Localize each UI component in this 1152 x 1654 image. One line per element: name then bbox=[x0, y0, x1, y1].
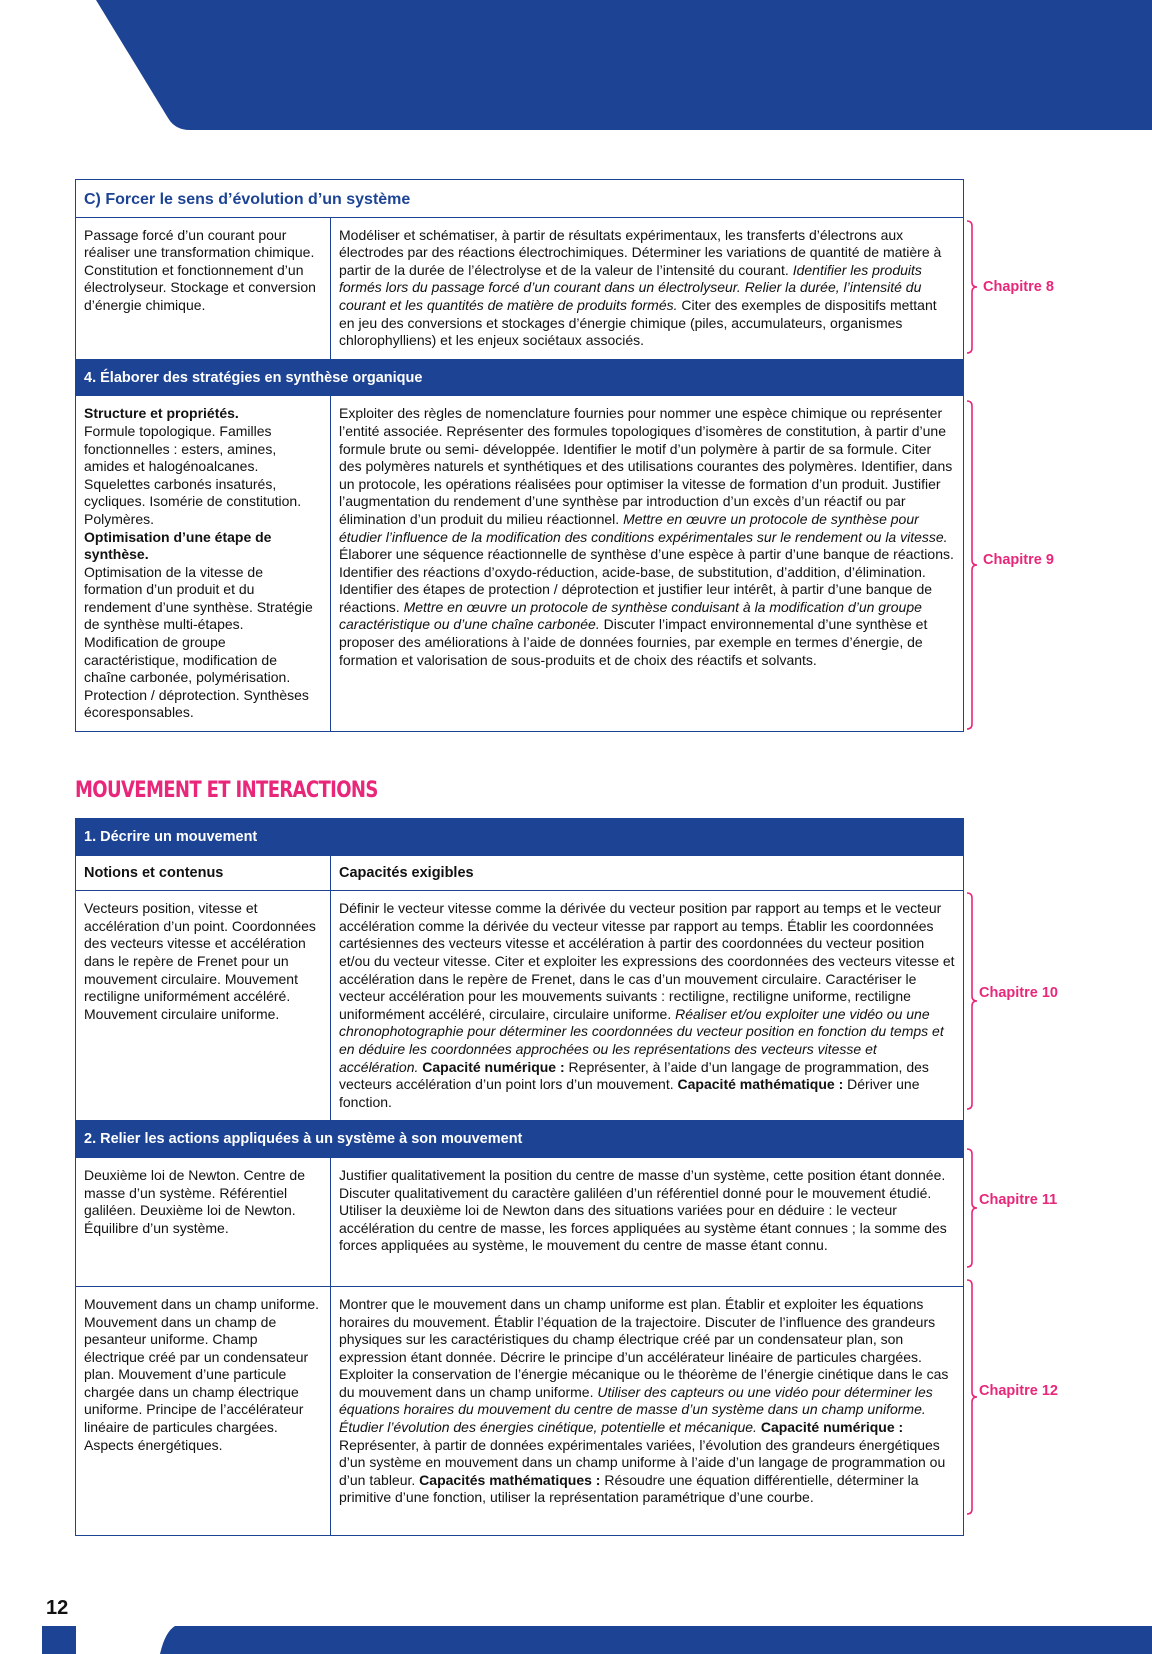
notions-cell: Vecteurs position, vitesse et accélération d’un point. Coordonnées des vecteurs vitesse et accélération dans le repère de Frenet pour un mouvement circulaire. Mouvement rectiligne uniformément accéléré. Mouvement circulaire uniforme. bbox=[84, 900, 316, 1022]
notions-cell: Passage forcé d’un courant pour réaliser une transformation chimique. Constitution et fonctionnement d’un électrolyseur. Stockage et conversion d’énergie chimique. bbox=[84, 226, 316, 313]
chapter-12-label: Chapitre 12 bbox=[979, 1383, 1058, 1399]
chapter-9-label: Chapitre 9 bbox=[983, 552, 1054, 568]
capacites-cell: Modéliser et schématiser, à partir de résultats expérimentaux, les transferts d’électrons aux électrodes par des réactions électrochimiques. Déterminer les variations de quantité de matière à partir de la durée de l’électrolyse et de la valeur de l’intensité du courant. Identifier les produits formés lors du passage forcé d’un courant dans un électrolyseur. Relier la durée, l’intensité du courant et les quantités de matière de produits formés. Citer des exemples de dispositifs mettant en jeu des conversions et stockages d’énergie chimique (piles, accumulateurs, organismes chlorophylliens) et les enjeux sociétaux associés. bbox=[331, 217, 964, 359]
column-header-notions: Notions et contenus bbox=[76, 855, 331, 891]
table-row bbox=[76, 891, 964, 1121]
chemistry-program-table bbox=[75, 179, 964, 732]
section-title: MOUVEMENT ET INTERACTIONS bbox=[75, 778, 378, 803]
section-1-title: 1. Décrire un mouvement bbox=[76, 819, 964, 856]
notions-cell: Deuxième loi de Newton. Centre de masse d’un système. Référentiel galiléen. Deuxième loi de Newton. Équilibre d’un système. bbox=[84, 1166, 306, 1236]
table-row bbox=[76, 1157, 964, 1286]
section-2-title: 2. Relier les actions appliquées à un système à son mouvement bbox=[76, 1121, 964, 1158]
section-4-title: 4. Élaborer des stratégies en synthèse organique bbox=[76, 359, 964, 396]
page-number: 12 bbox=[46, 1597, 69, 1619]
column-header-capacites: Capacités exigibles bbox=[331, 855, 964, 891]
capacites-cell: Exploiter des règles de nomenclature fournies pour nommer une espèce chimique ou représenter l’entité associée. Représenter des formules topologiques d’isomères de constitution, à partir d’une formule brute ou semi- développée. Identifier le motif d’un polymère à partir de sa formule. Citer des polymères naturels et synthétiques et des utilisations courantes des polymères. Identifier, dans un protocole, les opérations réalisées pour optimiser la vitesse de formation d’un produit. Justifier l’augmentation du rendement d’une synthèse par introduction d’un excès d’un réactif ou par élimination d’un produit du milieu réactionnel. Mettre en œuvre un protocole de synthèse pour étudier l’influence de la modification des conditions expérimentales sur le rendement ou la vitesse. Élaborer une séquence réactionnelle de synthèse d’une espèce à partir d’une banque de réactions. Identifier des réactions d’oxydo-réduction, acide-base, de substitution, d’addition, d’élimination. Identifier des étapes de protection / déprotection et justifier leur intérêt, à partir d’une banque de réactions. Mettre en œuvre un protocole de synthèse conduisant à la modification d’un groupe caractéristique ou d’une chaîne carbonée. Discuter l’impact environnemental d’une synthèse et proposer des améliorations à l’aide de données fournies, par exemple en termes d’énergie, de formation et valorisation de sous-produits et de choix des réactifs et solvants. bbox=[331, 396, 964, 732]
chapter-9-brace bbox=[966, 400, 982, 730]
chapter-10-brace bbox=[966, 892, 982, 1110]
notions-cell: Mouvement dans un champ uniforme. Mouvement dans un champ de pesanteur uniforme. Champ électrique créé par un condensateur plan. Mouvement d’une particule chargée dans un champ électrique uniforme. Principe de l’accélérateur linéaire de particules chargées. Aspects énergétiques. bbox=[84, 1295, 320, 1453]
capacites-cell: Montrer que le mouvement dans un champ uniforme est plan. Établir et exploiter les équations horaires du mouvement. Établir l’équation de la trajectoire. Discuter de l’influence des grandeurs physiques sur les caractéristiques du champ électrique créé par un condensateur plan, son expression étant donnée. Décrire le principe d’un accélérateur linéaire de particules chargées. Exploiter la conservation de l’énergie mécanique ou le théorème de l’énergie cinétique dans le cas du mouvement dans un champ uniforme. Utiliser des capteurs ou une vidéo pour déterminer les équations horaires du mouvement du centre de masse d’un système dans un champ uniforme. Étudier l’évolution des énergies cinétique, potentielle et mécanique. Capacité numérique : Représenter, à partir de données expérimentales variées, l’évolution des grandeurs énergétiques d’un système en mouvement dans un champ uniforme à l’aide d’un langage de programmation ou d’un tableur. Capacités mathématiques : Résoudre une équation différentielle, déterminer la primitive d’une fonction, utiliser la représentation paramétrique d’une courbe. bbox=[331, 1286, 964, 1535]
section-c-title: C) Forcer le sens d’évolution d’un système bbox=[76, 180, 964, 218]
chapter-8-label: Chapitre 8 bbox=[983, 279, 1054, 295]
capacites-cell: Justifier qualitativement la position du centre de masse d’un système, cette position étant donnée. Discuter qualitativement du caractère galiléen d’un référentiel donné pour le mouvement étudié. Utiliser la deuxième loi de Newton dans des situations variées pour en déduire : le vecteur accélération du centre de masse, les forces appliquées au système étant connues ; la somme des forces appliquées au système, le mouvement du centre de masse étant connu. bbox=[339, 1166, 947, 1254]
chapter-11-brace bbox=[966, 1148, 982, 1268]
table-row bbox=[76, 396, 964, 732]
footer-banner bbox=[0, 1626, 1152, 1654]
chapter-8-brace bbox=[966, 220, 982, 354]
chapter-11-label: Chapitre 11 bbox=[979, 1192, 1058, 1208]
table-row bbox=[76, 1286, 964, 1535]
chapter-10-label: Chapitre 10 bbox=[979, 985, 1058, 1001]
table-row bbox=[76, 217, 964, 359]
notions-cell: Structure et propriétés. Formule topologique. Familles fonctionnelles : esters, amines, amides et halogénoalcanes. Squelettes carbonés insaturés, cycliques. Isomérie de constitution. Polymères. Optimisation d’une étape de synthèse. Optimisation de la vitesse de formation d’un produit et du rendement d’une synthèse. Stratégie de synthèse multi-étapes. Modification de groupe caractéristique, modification de chaîne carbonée, polymérisation. Protection / déprotection. Synthèses écoresponsables. bbox=[76, 396, 331, 732]
mechanics-program-table bbox=[75, 818, 964, 1536]
capacites-cell: Définir le vecteur vitesse comme la dérivée du vecteur position par rapport au temps et le vecteur accélération comme la dérivée du vecteur vitesse par rapport au temps. Établir les coordonnées cartésiennes des vecteurs vitesse et accélération à partir des coordonnées du vecteur position et/ou du vecteur vitesse. Citer et exploiter les expressions des coordonnées des vecteurs vitesse et accélération dans le repère de Frenet, dans le cas d’un mouvement circulaire. Caractériser le vecteur accélération pour les mouvements suivants : rectiligne, rectiligne uniforme, rectiligne uniformément accéléré, circulaire, circulaire uniforme. Réaliser et/ou exploiter une vidéo ou une chronophotographie pour déterminer les coordonnées du vecteur position en fonction du temps et en déduire les coordonnées approchées ou les représentations des vecteurs vitesse et accélération. Capacité numérique : Représenter, à l’aide d’un langage de programmation, des vecteurs accélération d’un point lors d’un mouvement. Capacité mathématique : Dériver une fonction. bbox=[331, 891, 964, 1121]
header-banner bbox=[0, 0, 1152, 130]
